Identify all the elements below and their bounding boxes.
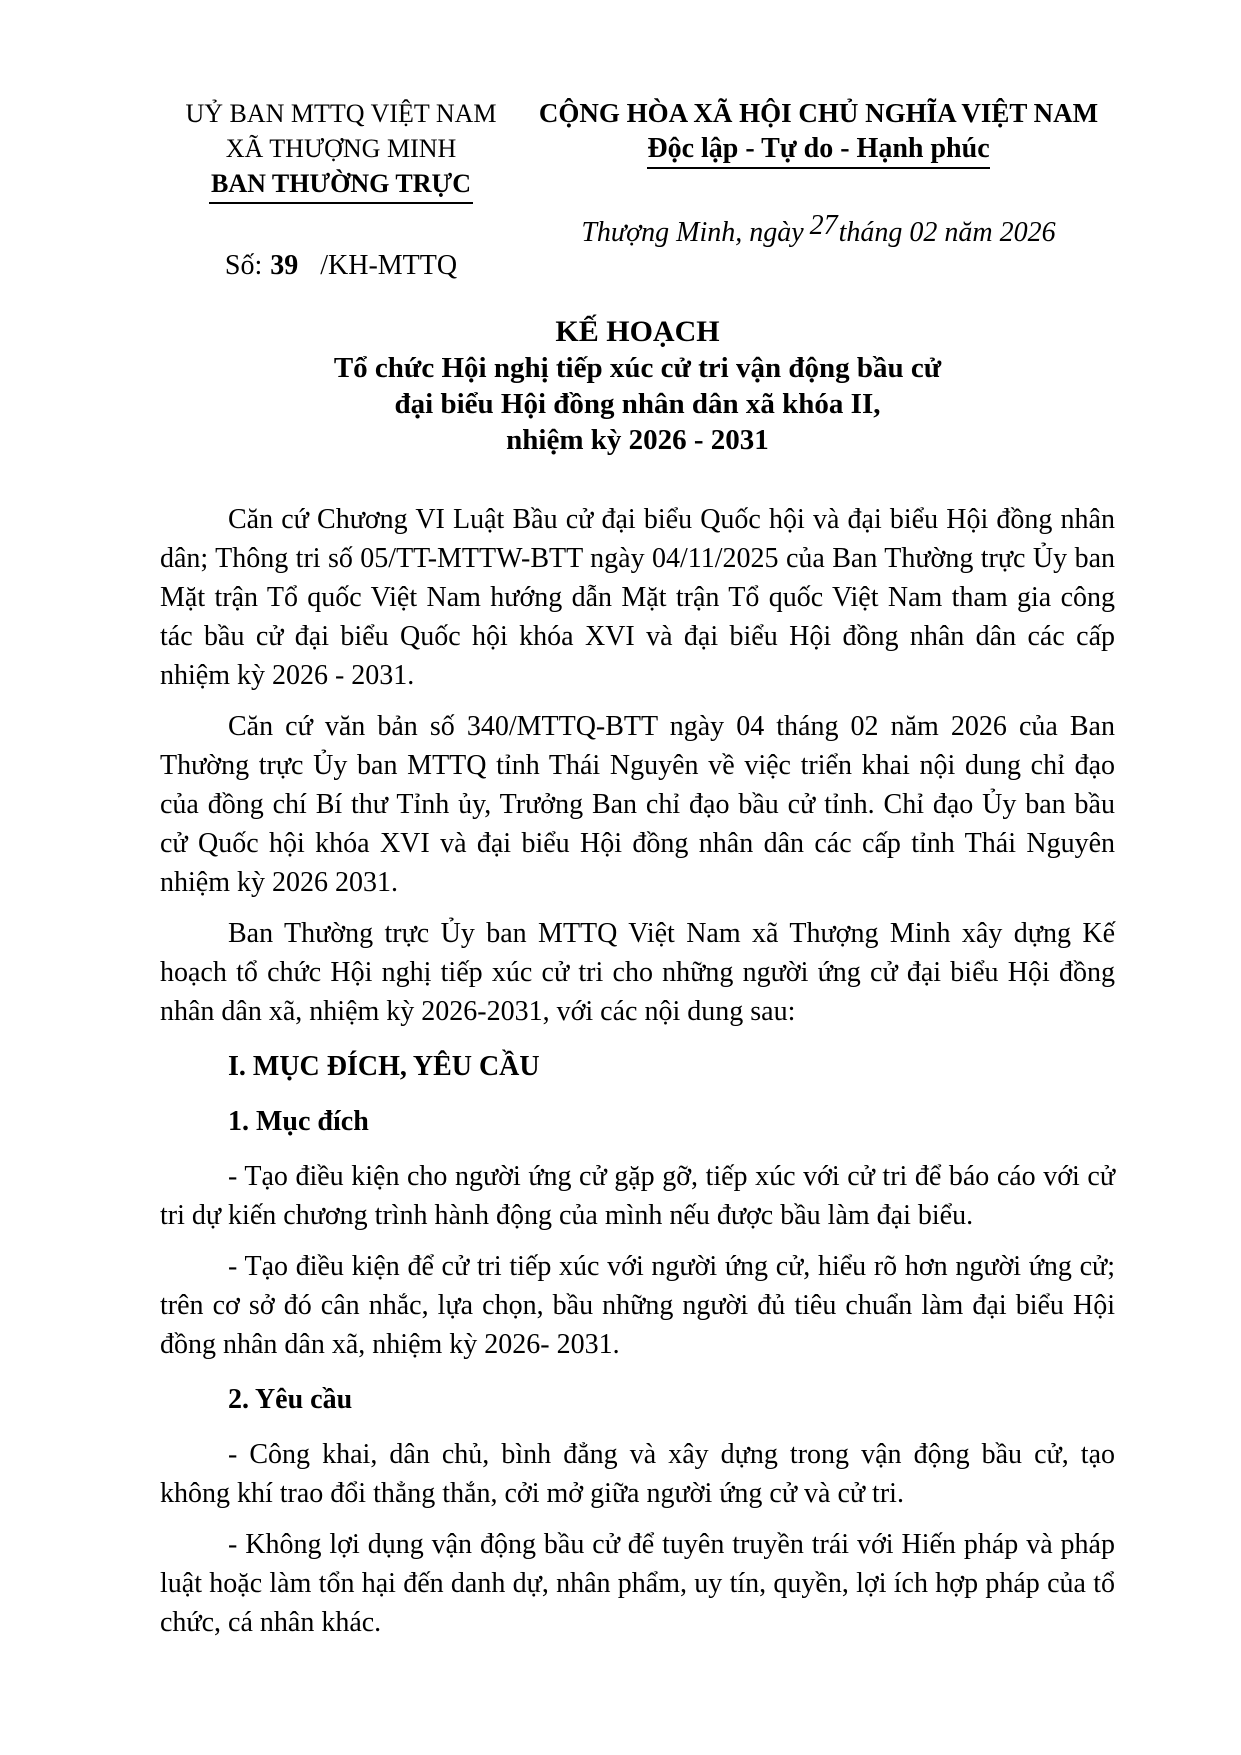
issuing-org-block bbox=[160, 96, 522, 283]
paragraph-purpose-2: - Tạo điều kiện để cử tri tiếp xúc với người ứng cử, hiểu rõ hơn người ứng cử; trên cơ sở đó cân nhắc, lựa chọn, bầu những người đủ tiêu chuẩn làm đại biểu Hội đồng nhân dân xã, nhiệm kỳ 2026- 2031. bbox=[160, 1251, 1115, 1360]
org-name-line1: UỶ BAN MTTQ VIỆT NAM bbox=[185, 99, 497, 128]
section-heading-1: I. MỤC ĐÍCH, YÊU CẦU bbox=[228, 1051, 540, 1082]
subsection-heading-2: 2. Yêu cầu bbox=[228, 1384, 353, 1415]
place-date-day: 27 bbox=[809, 210, 838, 241]
org-name-line3-wrap bbox=[160, 166, 522, 204]
document-number bbox=[160, 248, 522, 283]
document-subtitle-line2: đại biểu Hội đồng nhân dân xã khóa II, bbox=[394, 388, 881, 420]
org-name-line3: BAN THƯỜNG TRỰC bbox=[209, 166, 473, 204]
paragraph-purpose-1: - Tạo điều kiện cho người ứng cử gặp gỡ, tiếp xúc với cử tri để báo cáo với cử tri dự kiến chương trình hành động của mình nếu được bầu làm đại biểu. bbox=[160, 1161, 1115, 1231]
national-name: CỘNG HÒA XÃ HỘI CHỦ NGHĨA VIỆT NAM bbox=[538, 98, 1099, 128]
national-motto-block bbox=[522, 96, 1115, 250]
place-date-prefix: Thượng Minh, ngày bbox=[581, 217, 804, 248]
paragraph-intro: Ban Thường trực Ủy ban MTTQ Việt Nam xã Thượng Minh xây dựng Kế hoạch tổ chức Hội nghị tiếp xúc cử tri cho những người ứng cử đại biểu Hội đồng nhân dân xã, nhiệm kỳ 2026-2031, với các nội dung sau: bbox=[160, 918, 1115, 1027]
paragraph-requirement-2: - Không lợi dụng vận động bầu cử để tuyên truyền trái với Hiến pháp và pháp luật hoặc làm tổn hại đến danh dự, nhân phẩm, uy tín, quyền, lợi ích hợp pháp của tổ chức, cá nhân khác. bbox=[160, 1529, 1115, 1638]
document-number-prefix: Số: bbox=[224, 250, 263, 281]
place-date-line bbox=[522, 210, 1115, 250]
subsection-heading-1: 1. Mục đích bbox=[228, 1106, 369, 1137]
org-name-line2: XÃ THƯỢNG MINH bbox=[225, 134, 457, 163]
document-title: KẾ HOẠCH bbox=[555, 315, 720, 348]
document-number-symbol: /KH-MTTQ bbox=[320, 250, 458, 281]
document-number-value: 39 bbox=[270, 250, 299, 281]
document-header bbox=[160, 96, 1115, 283]
document-subtitle-line3: nhiệm kỳ 2026 - 2031 bbox=[506, 424, 769, 456]
paragraph-requirement-1: - Công khai, dân chủ, bình đẳng và xây dựng trong vận động bầu cử, tạo không khí trao đổi thẳng thắn, cởi mở giữa người ứng cử và cử tri. bbox=[160, 1439, 1115, 1509]
paragraph-legal-basis-1: Căn cứ Chương VI Luật Bầu cử đại biểu Quốc hội và đại biểu Hội đồng nhân dân; Thông tri số 05/TT-MTTW-BTT ngày 04/11/2025 của Ban Thường trực Ủy ban Mặt trận Tổ quốc Việt Nam hướng dẫn Mặt trận Tổ quốc Việt Nam tham gia công tác bầu cử đại biểu Quốc hội khóa XVI và đại biểu Hội đồng nhân dân các cấp nhiệm kỳ 2026 - 2031. bbox=[160, 504, 1115, 691]
document-subtitle-line1: Tổ chức Hội nghị tiếp xúc cử tri vận động bầu cử bbox=[333, 352, 942, 384]
national-motto-wrap bbox=[522, 131, 1115, 169]
place-date-suffix: tháng 02 năm 2026 bbox=[838, 217, 1056, 248]
document-title-block bbox=[160, 313, 1115, 458]
national-motto: Độc lập - Tự do - Hạnh phúc bbox=[647, 131, 989, 169]
paragraph-legal-basis-2: Căn cứ văn bản số 340/MTTQ-BTT ngày 04 tháng 02 năm 2026 của Ban Thường trực Ủy ban MTTQ tỉnh Thái Nguyên về việc triển khai nội dung chỉ đạo của đồng chí Bí thư Tỉnh ủy, Trưởng Ban chỉ đạo bầu cử tỉnh. Chỉ đạo Ủy ban bầu cử Quốc hội khóa XVI và đại biểu Hội đồng nhân dân các cấp tỉnh Thái Nguyên nhiệm kỳ 2026 2031. bbox=[160, 711, 1115, 898]
document-body bbox=[160, 500, 1115, 1642]
